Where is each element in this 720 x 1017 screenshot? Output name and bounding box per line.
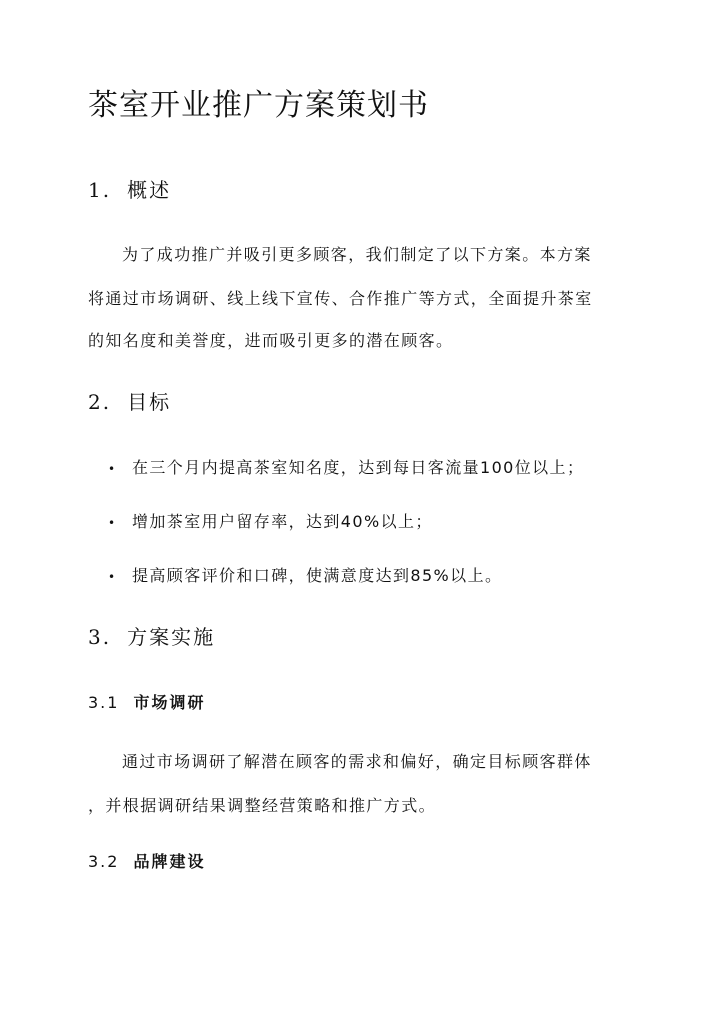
subsection-number: 3.1 [88,693,120,712]
list-item [108,503,584,557]
overview-paragraph-line-2: 将通过市场调研、线上线下宣传、合作推广等方式，全面提升茶室 [88,289,593,308]
list-item-text: 提高顾客评价和口碑，使满意度达到85%以上。 [132,566,503,585]
list-item-text: 增加茶室用户留存率，达到40%以上； [132,512,433,531]
goals-list [108,449,584,611]
section-number: 2. [88,390,112,414]
subsection-heading-market-research [88,692,205,714]
section-heading-goals [88,389,171,415]
subsection-heading-brand-building [88,851,205,873]
section-number: 1. [88,178,112,202]
bullet-icon: • [108,570,117,584]
bullet-icon: • [108,462,117,476]
bullet-icon: • [108,516,117,530]
list-item [108,449,584,503]
market-research-paragraph-line-2: ，并根据调研结果调整经营策略和推广方式。 [88,796,437,815]
subsection-title: 市场调研 [133,693,206,712]
section-title: 方案实施 [127,625,216,649]
section-heading-overview [88,177,171,203]
subsection-title: 品牌建设 [133,852,206,871]
overview-paragraph-line-1: 为了成功推广并吸引更多顾客，我们制定了以下方案。本方案 [122,245,592,264]
document-title: 茶室开业推广方案策划书 [88,88,429,123]
overview-paragraph-line-3: 的知名度和美誉度，进而吸引更多的潜在顾客。 [88,331,454,350]
section-number: 3. [88,625,112,649]
section-title: 概述 [127,178,172,202]
list-item-text: 在三个月内提高茶室知名度，达到每日客流量100位以上； [132,458,585,477]
section-title: 目标 [127,390,172,414]
list-item [108,557,584,611]
subsection-number: 3.2 [88,852,120,871]
market-research-paragraph-line-1: 通过市场调研了解潜在顾客的需求和偏好，确定目标顾客群体 [122,752,592,771]
section-heading-implementation [88,624,215,650]
